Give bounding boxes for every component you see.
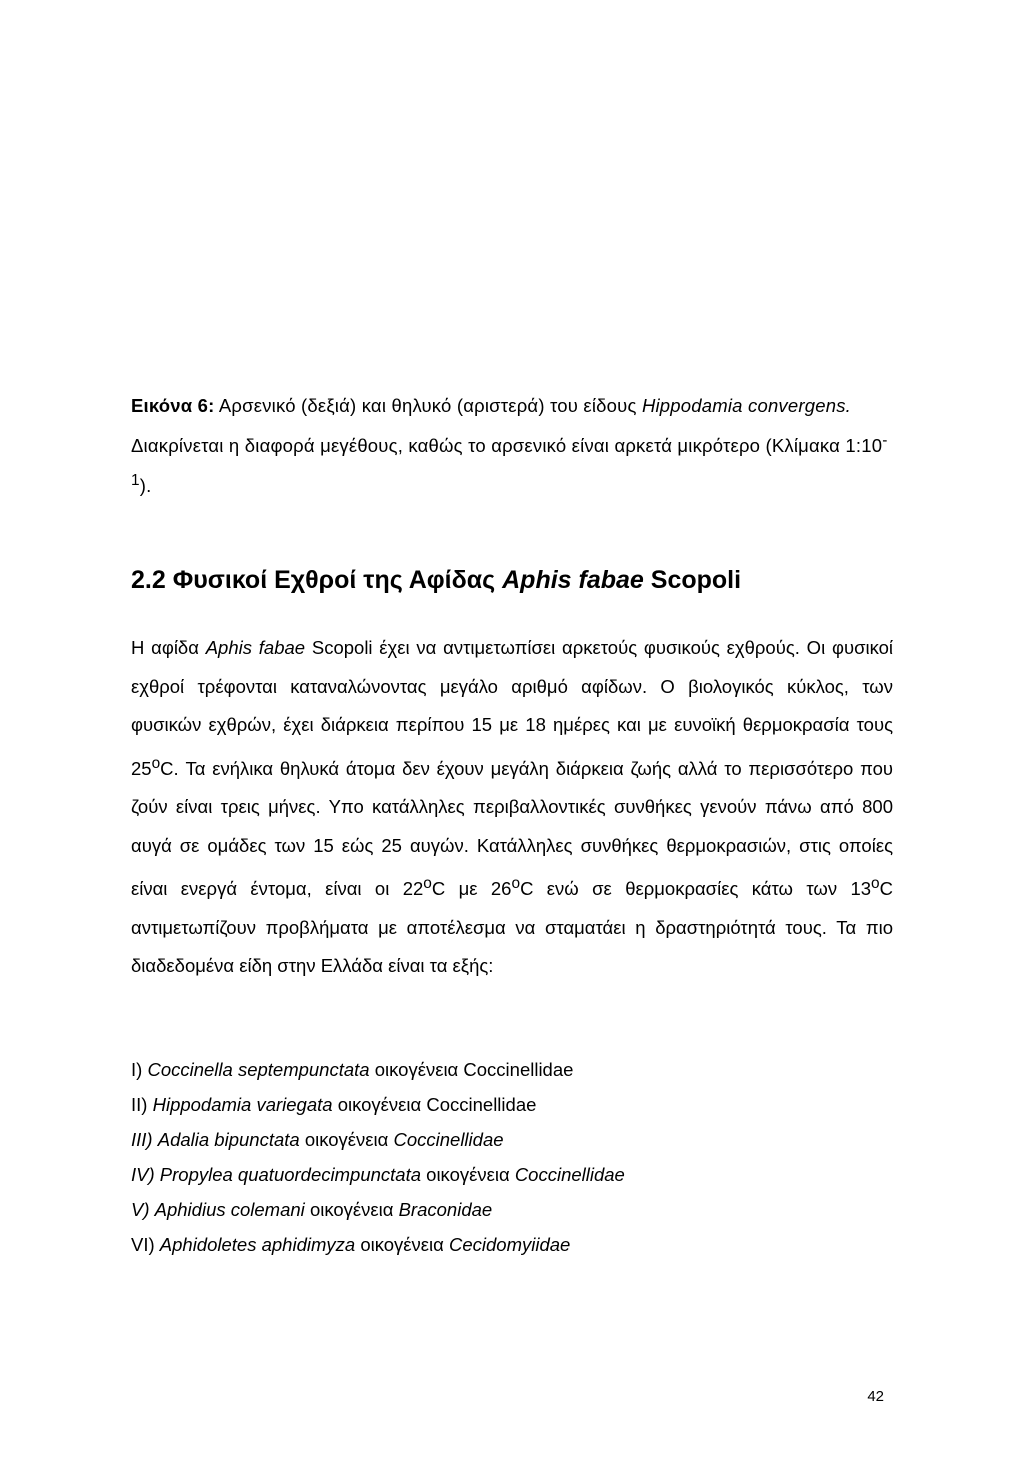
family-label: οικογένεια xyxy=(304,1129,389,1150)
degree-mark: o xyxy=(511,875,521,893)
para-text-6: C αντιμετωπίζουν προβλήματα με αποτέλεσμα να σταματάει η δραστηριότητά τους. Τα πιο διαδεδομένα είδη στην Ελλάδα είναι τα εξής: xyxy=(131,878,893,977)
species-name: Propylea quatuordecimpunctata xyxy=(159,1164,422,1185)
para-text-4: C με 26 xyxy=(431,878,512,900)
caption-text-continued: Διακρίνεται η διαφορά μεγέθους, καθώς το αρσενικό είναι αρκετά μικρότερο (Κλίμακα 1:10 xyxy=(131,435,883,457)
family-label: οικογένεια xyxy=(309,1199,394,1220)
list-numeral: IV) xyxy=(131,1164,155,1185)
list-item xyxy=(131,1052,893,1087)
family-label: οικογένεια xyxy=(426,1164,510,1185)
family-name: Coccinellidae xyxy=(426,1094,537,1115)
para-text-5: C ενώ σε θερμοκρασίες κάτω των 13 xyxy=(520,878,872,900)
family-label: οικογένεια xyxy=(360,1234,444,1255)
para-text-3: C. Τα ενήλικα θηλυκά άτομα δεν έχουν μεγάλη διάρκεια ζωής αλλά το περισσότερο που ζούν είναι τρεις μήνες. Υπο κατάλληλες περιβαλλοντικές συνθήκες γενούν πάνω από 800 αυγά σε ομάδες των 15 εώς 25 αυγών. Κατάλληλες συνθήκες θερμοκρασιών, στις οποίες είναι ενεργά έντομα, είναι οι 22 xyxy=(131,757,893,900)
para-text-2: Scopoli έχει να αντιμετωπίσει αρκετούς φυσικούς εχθρούς. Οι φυσικοί εχθροί τρέφονται καταναλώνοντας μεγάλο αριθμό αφίδων. Ο βιολογικός κύκλος, των φυσικών εχθρών, έχει διάρκεια περίπου 15 με 18 ημέρες και με ευνοϊκή θερμοκρασία τους 25 xyxy=(131,637,894,779)
species-name: Adalia bipunctata xyxy=(157,1129,300,1150)
list-numeral: I) xyxy=(131,1059,143,1080)
degree-mark: o xyxy=(871,875,880,893)
family-name: Cecidomyiidae xyxy=(448,1234,571,1255)
degree-mark: o xyxy=(423,875,432,893)
heading-author: Scopoli xyxy=(650,566,742,594)
caption-text: Αρσενικό (δεξιά) και θηλυκό (αριστερά) του είδους xyxy=(218,395,637,416)
family-label: οικογένεια xyxy=(374,1059,459,1080)
family-name: Coccinellidae xyxy=(393,1129,504,1150)
caption-species: Hippodamia convergens. xyxy=(641,395,851,416)
family-name: Braconidae xyxy=(398,1199,493,1220)
para-text-1: Η αφίδα xyxy=(131,637,199,658)
list-item xyxy=(131,1227,893,1262)
page-number: 42 xyxy=(867,1388,884,1405)
degree-mark: o xyxy=(151,754,161,772)
heading-prefix: 2.2 Φυσικοί Εχθροί της Αφίδας xyxy=(131,566,496,594)
section-heading xyxy=(131,560,893,600)
family-name: Coccinellidae xyxy=(514,1164,625,1185)
caption-text-end: ). xyxy=(139,475,152,497)
species-name: Coccinella septempunctata xyxy=(147,1059,370,1080)
family-label: οικογένεια xyxy=(337,1094,422,1115)
list-numeral: V) xyxy=(131,1199,150,1220)
list-numeral: III) xyxy=(131,1129,153,1150)
list-item xyxy=(131,1157,893,1192)
species-name: Hippodamia variegata xyxy=(152,1094,333,1115)
para-species: Aphis fabae xyxy=(205,637,306,658)
body-paragraph xyxy=(131,629,893,986)
list-numeral: VI) xyxy=(131,1234,155,1255)
caption-exponent: -1 xyxy=(131,432,888,490)
caption-label: Εικόνα 6: xyxy=(131,395,215,416)
list-item xyxy=(131,1122,893,1157)
species-name: Aphidoletes aphidimyza xyxy=(159,1234,356,1255)
figure-caption xyxy=(131,388,893,503)
list-item xyxy=(131,1192,893,1227)
list-item xyxy=(131,1087,893,1122)
list-numeral: II) xyxy=(131,1094,148,1115)
species-name: Aphidius colemani xyxy=(154,1199,305,1220)
family-name: Coccinellidae xyxy=(463,1059,574,1080)
species-list xyxy=(131,1052,893,1262)
heading-species: Aphis fabae xyxy=(502,566,644,594)
